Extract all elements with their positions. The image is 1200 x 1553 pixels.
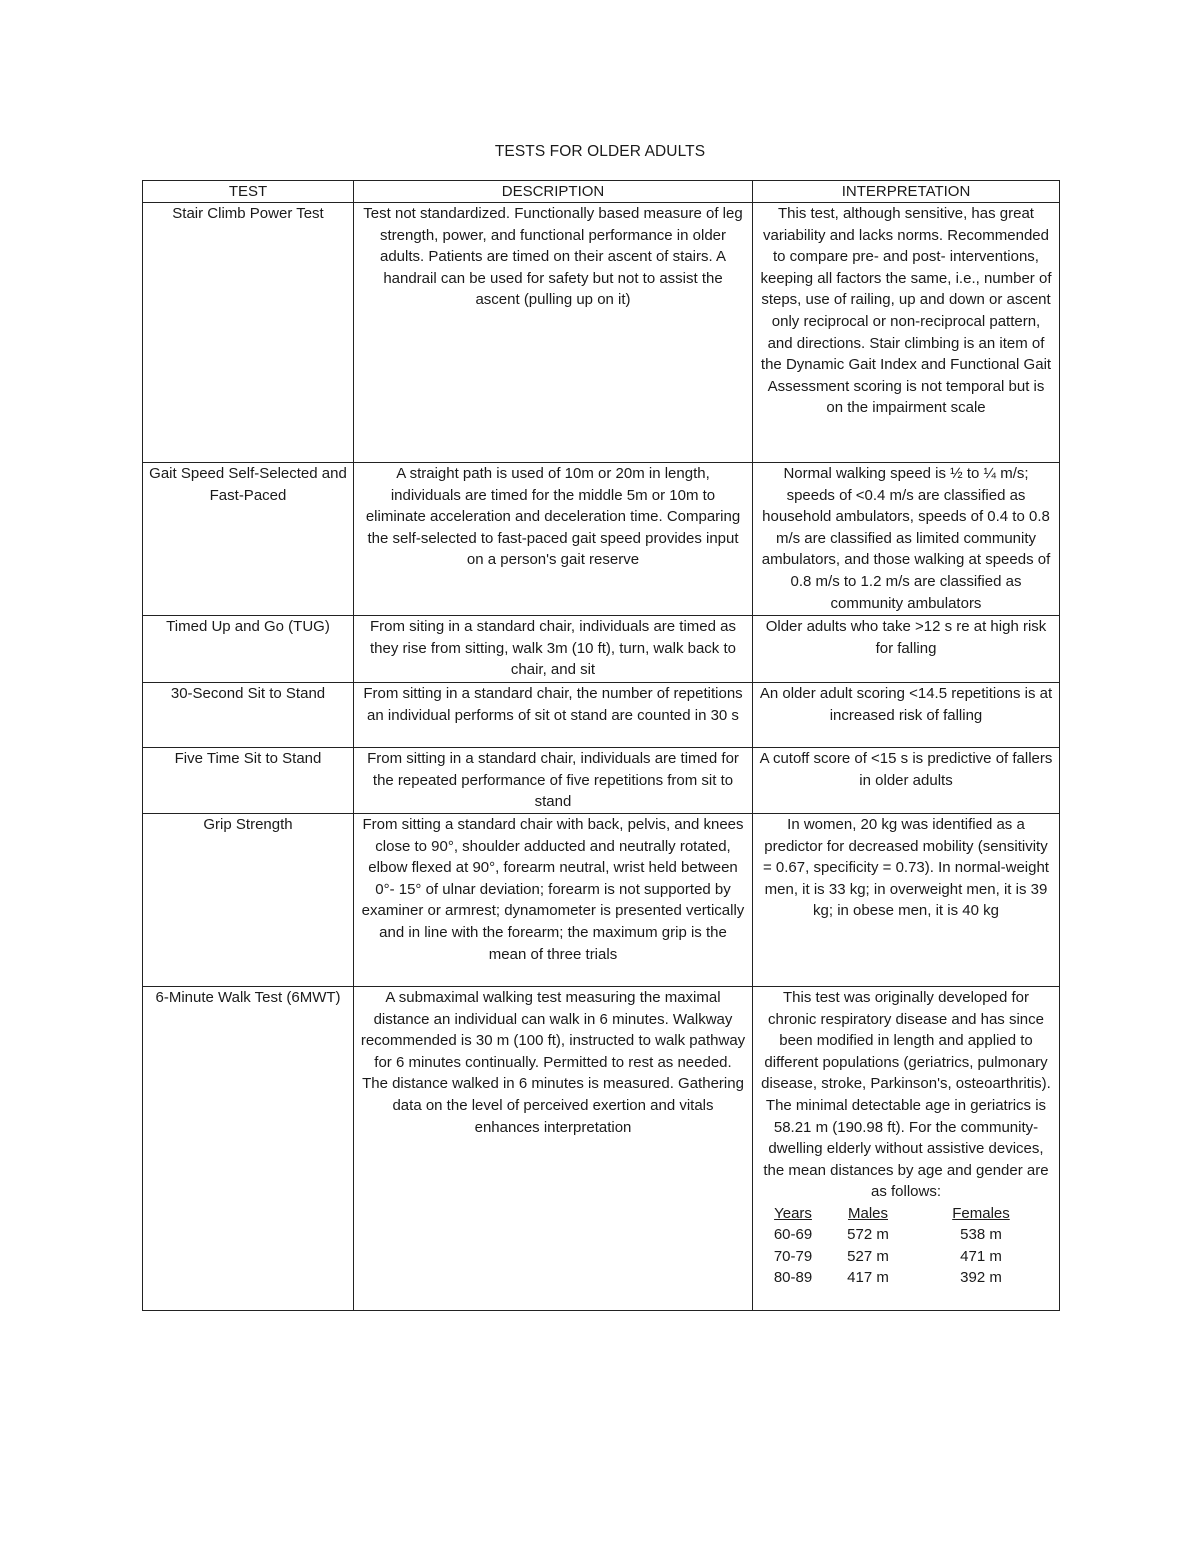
description-cell: From siting in a standard chair, individuals are timed as they rise from sitting, walk 3m (10 ft), turn, walk back to chair, and sit bbox=[354, 616, 753, 683]
norms-row bbox=[759, 1267, 1053, 1289]
interpretation-cell: An older adult scoring <14.5 repetitions is at increased risk of falling bbox=[753, 683, 1060, 748]
norms-row bbox=[759, 1246, 1053, 1268]
description-cell: Test not standardized. Functionally based measure of leg strength, power, and functional performance in older adults. Patients are timed on their ascent of stairs. A handrail can be used for safety but not to assist the ascent (pulling up on it) bbox=[354, 203, 753, 463]
test-cell: Timed Up and Go (TUG) bbox=[143, 616, 354, 683]
page-title: TESTS FOR OLDER ADULTS bbox=[494, 143, 706, 160]
interpretation-cell: This test, although sensitive, has great variability and lacks norms. Recommended to compare pre- and post- interventions, keeping all factors the same, i.e., number of steps, use of railing, up and down or ascent only reciprocal or non-reciprocal pattern, and directions. Stair climbing is an item of the Dynamic Gait Index and Functional Gait Assessment scoring is not temporal but is on the impairment scale bbox=[753, 203, 1060, 463]
table-row bbox=[143, 463, 1060, 616]
test-cell: 30-Second Sit to Stand bbox=[143, 683, 354, 748]
norms-header-males: Males bbox=[847, 1204, 888, 1222]
norms-years: 70-79 bbox=[773, 1247, 813, 1265]
norms-males: 572 m bbox=[847, 1225, 889, 1243]
description-cell: From sitting in a standard chair, the number of repetitions an individual performs of sit ot stand are counted in 30 s bbox=[354, 683, 753, 748]
test-cell: 6-Minute Walk Test (6MWT) bbox=[143, 987, 354, 1311]
description-cell: From sitting in a standard chair, individuals are timed for the repeated performance of five repetitions from sit to stand bbox=[354, 748, 753, 814]
tests-table bbox=[142, 180, 1060, 1311]
norms-years: 60-69 bbox=[773, 1225, 813, 1243]
header-interpretation: INTERPRETATION bbox=[753, 181, 1060, 203]
interpretation-cell: A cutoff score of <15 s is predictive of fallers in older adults bbox=[753, 748, 1060, 814]
interpretation-cell: In women, 20 kg was identified as a predictor for decreased mobility (sensitivity = 0.67, specificity = 0.73). In normal-weight men, it is 33 kg; in overweight men, it is 39 kg; in obese men, it is 40 kg bbox=[753, 814, 1060, 987]
test-cell: Five Time Sit to Stand bbox=[143, 748, 354, 814]
interpretation-cell: Normal walking speed is ½ to ¼ m/s; speeds of <0.4 m/s are classified as household ambulators, speeds of 0.4 to 0.8 m/s are classified as limited community ambulators, and those walking at speeds of 0.8 m/s to 1.2 m/s are classified as community ambulators bbox=[753, 463, 1060, 616]
test-cell: Grip Strength bbox=[143, 814, 354, 987]
test-cell: Gait Speed Self-Selected and Fast-Paced bbox=[143, 463, 354, 616]
table-row bbox=[143, 203, 1060, 463]
walk-norms-table bbox=[759, 1203, 1053, 1289]
norms-header-years: Years bbox=[774, 1204, 812, 1222]
norms-males: 417 m bbox=[847, 1269, 889, 1287]
interpretation-cell bbox=[753, 987, 1060, 1311]
description-cell: From sitting a standard chair with back, pelvis, and knees close to 90°, shoulder adducted and neutrally rotated, elbow flexed at 90°, forearm neutral, wrist held between 0°- 15° of ulnar deviation; forearm is not supported by examiner or armrest; dynamometer is presented vertically and in line with the forearm; the maximum grip is the mean of three trials bbox=[354, 814, 753, 987]
table-row bbox=[143, 987, 1060, 1311]
norms-header-row bbox=[759, 1203, 1053, 1224]
norms-females: 538 m bbox=[960, 1225, 1002, 1243]
interpretation-cell: Older adults who take >12 s re at high risk for falling bbox=[753, 616, 1060, 683]
norms-males: 527 m bbox=[847, 1247, 889, 1265]
table-row bbox=[143, 683, 1060, 748]
norms-females: 471 m bbox=[960, 1247, 1002, 1265]
norms-row bbox=[759, 1224, 1053, 1246]
table-row bbox=[143, 616, 1060, 683]
norms-header-females: Females bbox=[952, 1204, 1010, 1222]
header-row bbox=[143, 181, 1060, 203]
header-description: DESCRIPTION bbox=[354, 181, 753, 203]
description-cell: A straight path is used of 10m or 20m in length, individuals are timed for the middle 5m or 10m to eliminate acceleration and deceleration time. Comparing the self-selected to fast-paced gait speed provides input on a person's gait reserve bbox=[354, 463, 753, 616]
test-cell: Stair Climb Power Test bbox=[143, 203, 354, 463]
interpretation-text: This test was originally developed for chronic respiratory disease and has since been modified in length and applied to different populations (geriatrics, pulmonary disease, stroke, Parkinson's, osteoarthritis). The minimal detectable age in geriatrics is 58.21 m (190.98 ft). For the community-dwelling elderly without assistive devices, the mean distances by age and gender are as follows: bbox=[761, 989, 1051, 1201]
table-row bbox=[143, 814, 1060, 987]
norms-years: 80-89 bbox=[773, 1269, 813, 1287]
description-cell: A submaximal walking test measuring the maximal distance an individual can walk in 6 minutes. Walkway recommended is 30 m (100 ft), instructed to walk pathway for 6 minutes continually. Permitted to rest as needed. The distance walked in 6 minutes is measured. Gathering data on the level of perceived exertion and vitals enhances interpretation bbox=[354, 987, 753, 1311]
header-test: TEST bbox=[143, 181, 354, 203]
table-row bbox=[143, 748, 1060, 814]
norms-females: 392 m bbox=[960, 1269, 1002, 1287]
